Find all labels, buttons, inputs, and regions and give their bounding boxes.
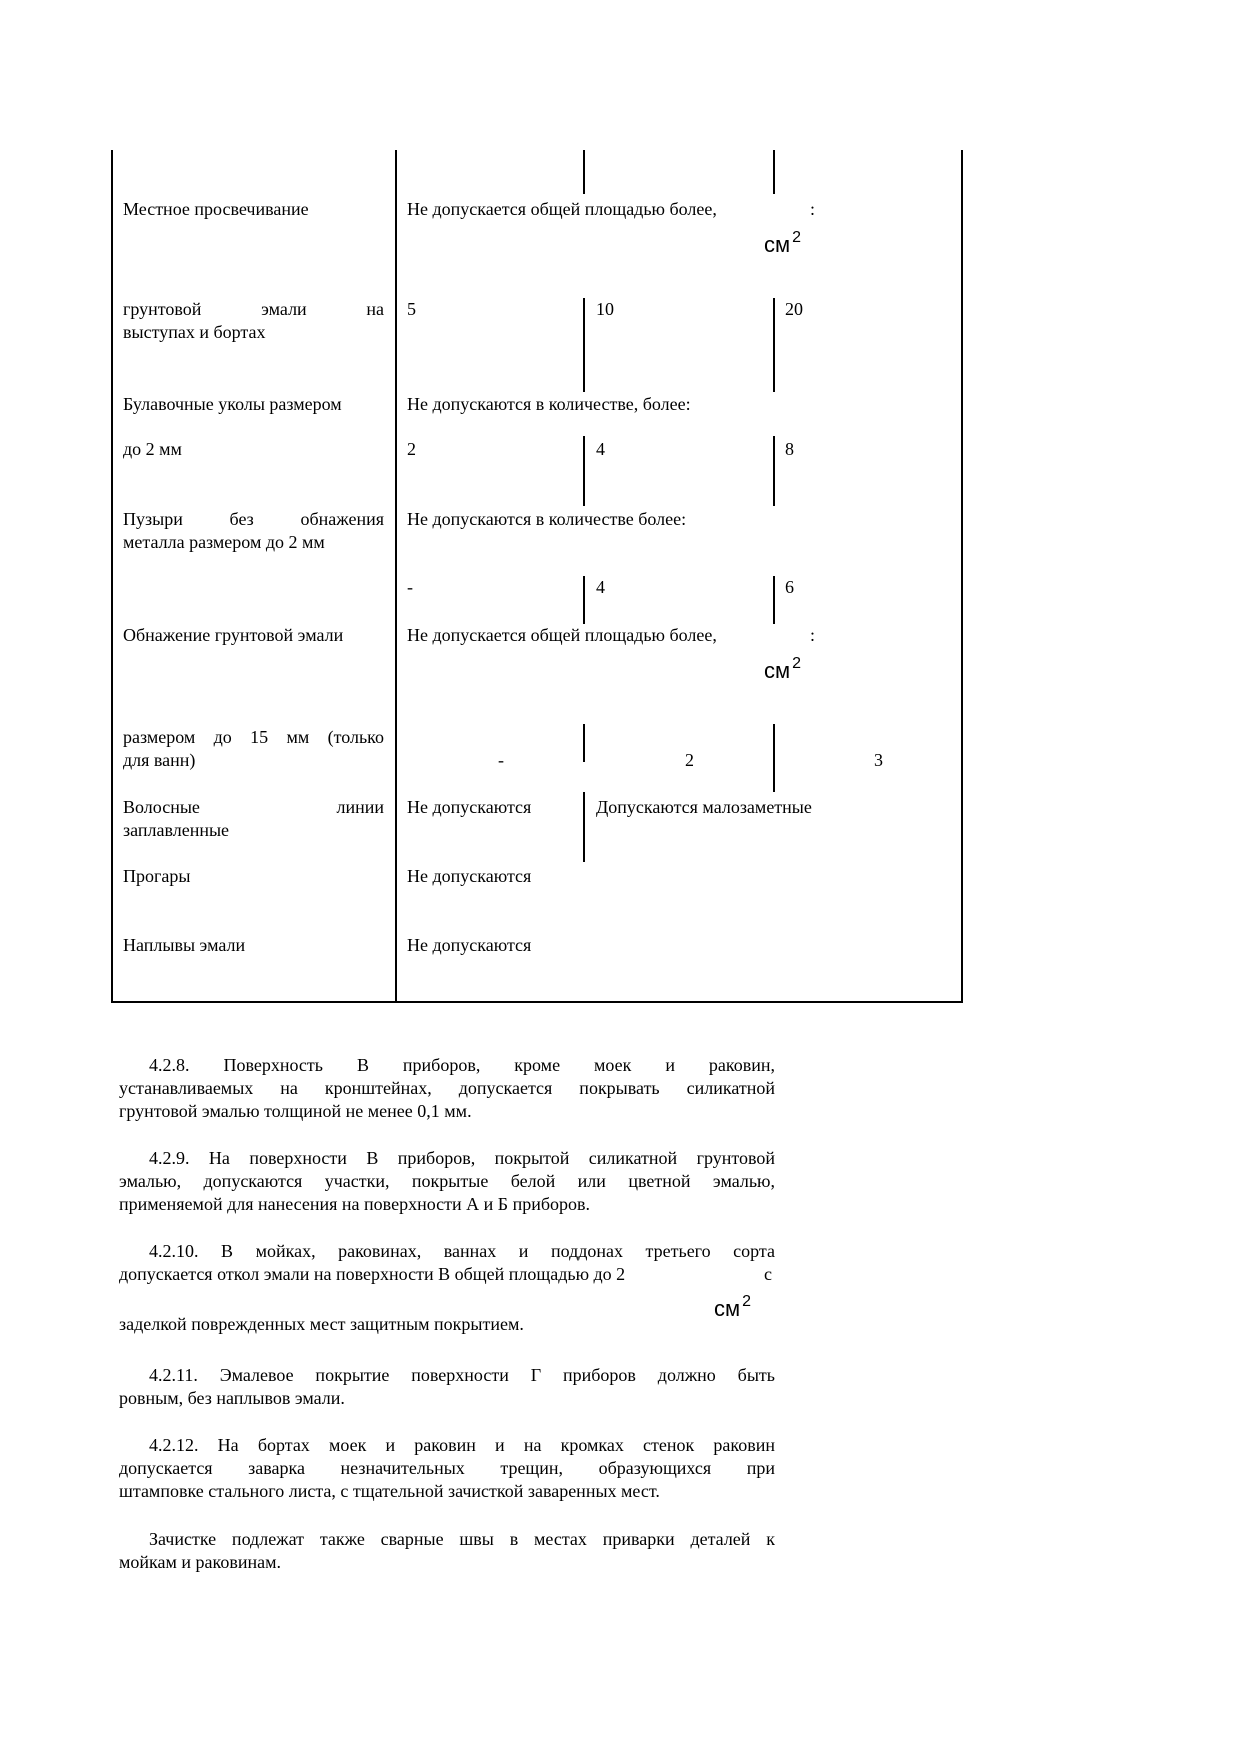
table-border-right xyxy=(961,150,963,1003)
paragraph-line: штамповке стального листа, с тщательной зачисткой заваренных мест. xyxy=(119,1481,660,1501)
row-hairlines-name-line1: Волосные линии xyxy=(123,797,384,817)
row-size-15mm-name-line1: размером до 15 мм (только xyxy=(123,727,384,747)
col-divider-a5 xyxy=(583,724,585,762)
paragraph-line: мойкам и раковинам. xyxy=(119,1552,281,1572)
row-ground-enamel-v2: 10 xyxy=(596,299,614,319)
col-divider-a1 xyxy=(583,150,585,194)
row-bubbles-name-line1: Пузыри без обнажения xyxy=(123,509,384,529)
row-local-translucency-unit: см $^2$ xyxy=(764,229,802,257)
row-pinpricks-requirement: Не допускаются в количестве, более: xyxy=(407,394,691,414)
row-hairlines-name-line2: заплавленные xyxy=(123,820,230,840)
paragraph-line: эмалью, допускаются участки, покрытые белой или цветной эмалью, xyxy=(119,1171,775,1191)
row-pinpricks-2mm-v2: 4 xyxy=(596,439,605,459)
row-bubbles-v1: - xyxy=(407,577,413,597)
row-local-translucency-name: Местное просвечивание xyxy=(123,199,309,219)
row-ground-exposure-name: Обнажение грунтовой эмали xyxy=(123,625,344,645)
paragraph-4-2-10 xyxy=(119,1240,775,1263)
paragraph-cleaning xyxy=(119,1528,775,1574)
paragraph-line: применяемой для нанесения на поверхности А и Б приборов. xyxy=(119,1194,591,1214)
paragraph-4-2-10-unit: см $^2$ xyxy=(714,1293,752,1321)
table-divider-col1 xyxy=(395,150,397,1003)
row-ground-enamel-v1: 5 xyxy=(407,299,416,319)
paragraph-4-2-9 xyxy=(119,1147,775,1216)
col-divider-b5 xyxy=(773,724,775,792)
paragraph-line: допускается заварка незначительных трещин, образующихся при xyxy=(119,1458,775,1478)
row-bubbles-v3: 6 xyxy=(785,577,794,597)
col-divider-a4 xyxy=(583,576,585,624)
row-hairlines-v2: Допускаются малозаметные xyxy=(596,797,812,817)
row-bubbles-requirement: Не допускаются в количестве более: xyxy=(407,509,687,529)
col-divider-b2 xyxy=(773,298,775,392)
row-size-15mm-name-line2: для ванн) xyxy=(123,750,196,770)
row-pinpricks-2mm-name: до 2 мм xyxy=(123,439,182,459)
paragraph-line: ровным, без наплывов эмали. xyxy=(119,1388,345,1408)
row-pinpricks-2mm-v3: 8 xyxy=(785,439,794,459)
row-ground-exposure-unit: см $^2$ xyxy=(764,655,802,683)
row-local-translucency-colon: : xyxy=(810,199,816,219)
col-divider-a2 xyxy=(583,298,585,392)
row-ground-exposure-requirement: Не допускается общей площадью более, xyxy=(407,625,717,645)
paragraph-line: Зачистке подлежат также сварные швы в местах приварки деталей к xyxy=(149,1529,775,1549)
paragraph-line: 4.2.9. На поверхности В приборов, покрытой силикатной грунтовой xyxy=(149,1148,775,1168)
row-ground-enamel-v3: 20 xyxy=(785,299,803,319)
row-ground-enamel-name-line2: выступах и бортах xyxy=(123,322,266,342)
paragraph-line: грунтовой эмалью толщиной не менее 0,1 мм. xyxy=(119,1101,472,1121)
col-divider-b4 xyxy=(773,576,775,624)
row-burns-name: Прогары xyxy=(123,866,191,886)
row-ground-enamel-name-line1: грунтовой эмали на xyxy=(123,299,384,319)
row-bubbles-v2: 4 xyxy=(596,577,605,597)
col-divider-b1 xyxy=(773,150,775,194)
paragraph-line: 4.2.10. В мойках, раковинах, ваннах и поддонах третьего сорта xyxy=(149,1241,775,1261)
row-size-15mm-v3: 3 xyxy=(874,750,883,770)
row-burns-v1: Не допускаются xyxy=(407,866,532,886)
table-border-bottom xyxy=(111,1001,963,1003)
paragraph-4-2-10-line2: допускается откол эмали на поверхности В общей площадью до 2 xyxy=(119,1264,626,1284)
row-size-15mm-v1: - xyxy=(498,750,504,770)
paragraph-line: устанавливаемых на кронштейнах, допускается покрывать силикатной xyxy=(119,1078,775,1098)
col-divider-a3 xyxy=(583,436,585,506)
row-local-translucency-requirement: Не допускается общей площадью более, xyxy=(407,199,717,219)
paragraph-line: 4.2.11. Эмалевое покрытие поверхности Г приборов должно быть xyxy=(149,1365,775,1385)
row-size-15mm-v2: 2 xyxy=(685,750,694,770)
paragraph-line: 4.2.8. Поверхность В приборов, кроме моек и раковин, xyxy=(149,1055,775,1075)
row-pinpricks-2mm-v1: 2 xyxy=(407,439,416,459)
paragraph-4-2-11 xyxy=(119,1364,775,1410)
paragraph-4-2-10-line2-tail: с xyxy=(764,1264,772,1284)
paragraph-4-2-10-line3: заделкой поврежденных мест защитным покрытием. xyxy=(119,1314,524,1334)
paragraph-4-2-8 xyxy=(119,1054,775,1123)
paragraph-4-2-12 xyxy=(119,1434,775,1503)
col-divider-b3 xyxy=(773,436,775,506)
table-border-left xyxy=(111,150,113,1003)
row-sags-v1: Не допускаются xyxy=(407,935,532,955)
row-sags-name: Наплывы эмали xyxy=(123,935,246,955)
row-ground-exposure-colon: : xyxy=(810,625,816,645)
paragraph-line: 4.2.12. На бортах моек и раковин и на кромках стенок раковин xyxy=(149,1435,775,1455)
row-hairlines-v1: Не допускаются xyxy=(407,797,532,817)
row-pinpricks-name: Булавочные уколы размером xyxy=(123,394,342,414)
col-divider-a6 xyxy=(583,792,585,862)
row-bubbles-name-line2: металла размером до 2 мм xyxy=(123,532,325,552)
